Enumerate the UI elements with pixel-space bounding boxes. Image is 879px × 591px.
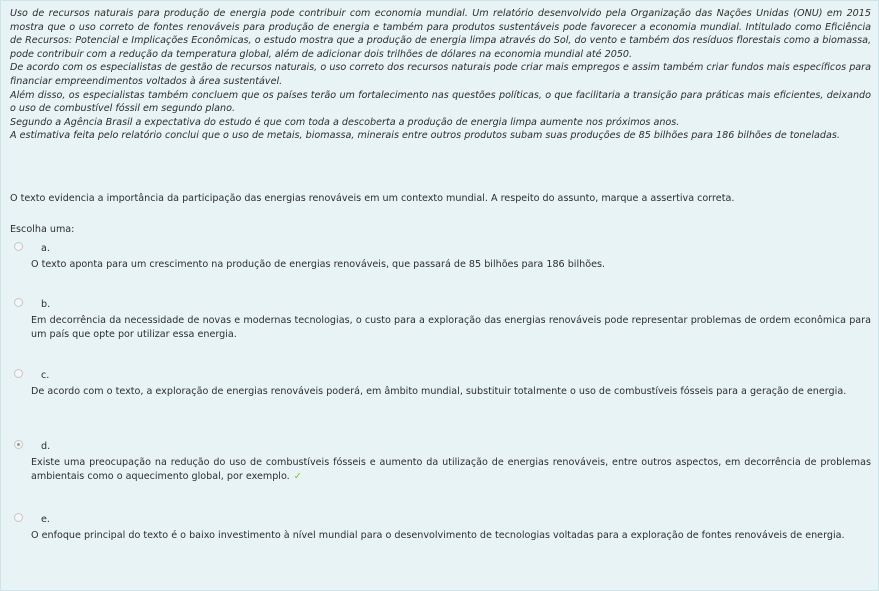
question-text: O texto evidencia a importância da participação das energias renováveis em um contexto mundial. A respeito do assunto, marque a assertiva correta. bbox=[10, 193, 735, 204]
option-letter: c. bbox=[41, 370, 50, 381]
option-text[interactable]: De acordo com o texto, a exploração de energias renováveis poderá, em âmbito mundial, substituir totalmente o uso de combustíveis fósseis para a geração de energia. bbox=[31, 386, 847, 397]
option-text[interactable]: O enfoque principal do texto é o baixo investimento à nível mundial para o desenvolvimento de tecnologias voltadas para a exploração de fontes renováveis de energia. bbox=[31, 530, 845, 541]
option-letter: e. bbox=[41, 514, 50, 525]
radio-button-c[interactable] bbox=[14, 369, 23, 378]
option-letter: d. bbox=[41, 441, 51, 452]
passage-paragraph: Além disso, os especialistas também concluem que os países terão um fortalecimento nas questões políticas, o que facilitaria a transição para práticas mais eficientes, deixando o uso de combustível fóssil em segundo plano. bbox=[10, 89, 871, 115]
option-letter: b. bbox=[41, 299, 51, 310]
radio-button-d-selected[interactable] bbox=[14, 440, 23, 449]
option-text[interactable]: O texto aponta para um crescimento na produção de energias renováveis, que passará de 85 bilhões para 186 bilhões. bbox=[31, 259, 606, 270]
passage-paragraph: De acordo com os especialistas de gestão de recursos naturais, o uso correto dos recursos naturais pode criar mais empregos e assim também criar fundos mais específicos para financiar empreendimentos voltados à área sustentável. bbox=[10, 62, 871, 87]
option-letter: a. bbox=[41, 243, 50, 254]
radio-button-a[interactable] bbox=[14, 242, 23, 251]
radio-button-b[interactable] bbox=[14, 298, 23, 307]
passage-paragraph: Uso de recursos naturais para produção de energia pode contribuir com economia mundial. Um relatório desenvolvido pela Organização das Nações Unidas (ONU) em 2015 mostra que o uso correto de fontes renováveis para produção de energia e também para produtos sustentáveis pode favorecer a economia mundial. Intitulado como Eficiência de Recursos: Potencial e Implicações Econômicas, o estudo mostra que a produção de energia limpa através do Sol, do vento e também dos resíduos florestais como a biomassa, pode contribuir com a redução da temperatura global, além de adicionar dois trilhões de dólares na economia mundial até 2050. bbox=[10, 8, 871, 60]
passage-paragraph: A estimativa feita pelo relatório conclui que o uso de metais, biomassa, minerais entre outros produtos subam suas produções de 85 bilhões para 186 bilhões de toneladas. bbox=[10, 130, 840, 142]
correct-check-icon: ✓ bbox=[293, 470, 302, 482]
option-text-content: Existe uma preocupação na redução do uso de combustíveis fósseis e aumento da utilização de energias renováveis, entre outros aspectos, em decorrência de problemas ambientais como o aquecimento global, por exemplo. bbox=[31, 457, 871, 482]
radio-button-e[interactable] bbox=[14, 513, 23, 522]
option-text[interactable]: Em decorrência da necessidade de novas e modernas tecnologias, o custo para a exploração das energias renováveis pode representar problemas de ordem econômica para um país que opte por utilizar essa energia. bbox=[31, 315, 871, 340]
passage-paragraph: Segundo a Agência Brasil a expectativa do estudo é que com toda a descoberta a produção de energia limpa aumente nos próximos anos. bbox=[10, 116, 680, 128]
question-passage bbox=[10, 7, 871, 143]
option-text[interactable] bbox=[31, 456, 871, 483]
choose-one-label: Escolha uma: bbox=[10, 224, 75, 235]
